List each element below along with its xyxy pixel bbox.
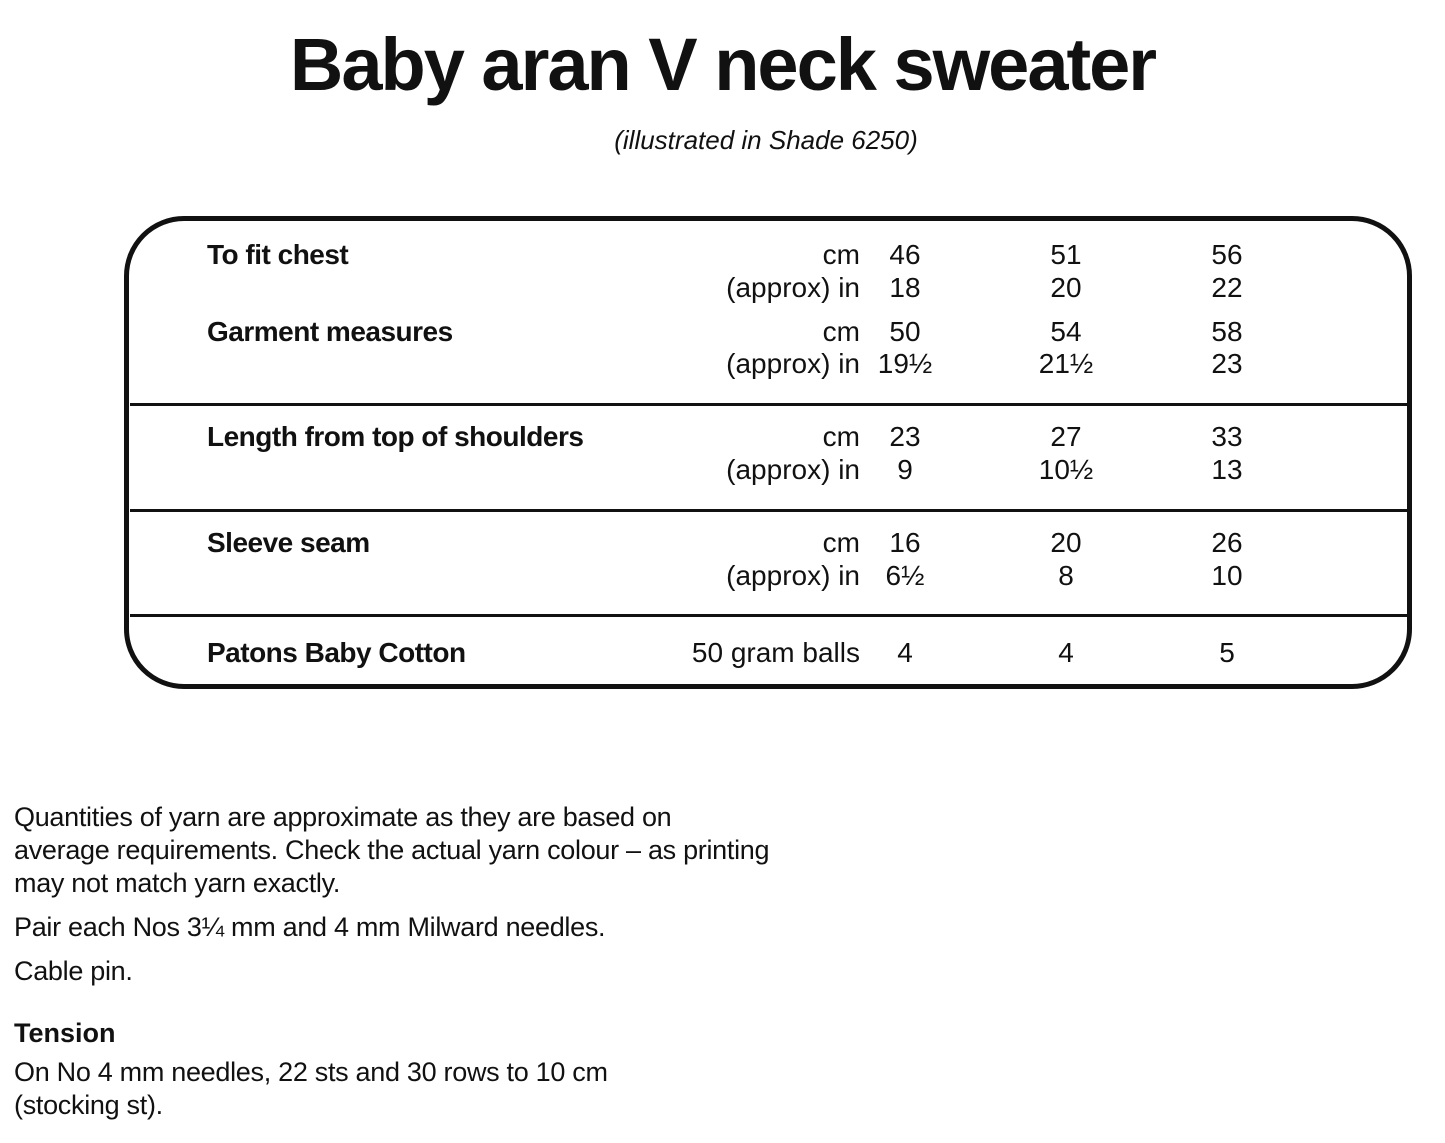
- table-divider: [130, 614, 1410, 617]
- table-cell: 4: [897, 637, 913, 668]
- table-cell: 18: [889, 272, 921, 303]
- table-cell: 26: [1211, 527, 1243, 558]
- table-cell: 8: [1058, 560, 1074, 591]
- table-cell: 6½: [885, 560, 925, 591]
- unit-label: (approx) in: [726, 454, 860, 485]
- unit-label: cm: [822, 421, 860, 452]
- unit-label: cm: [822, 316, 860, 347]
- unit-label: 50 gram balls: [691, 637, 860, 668]
- table-cell: 23: [1211, 348, 1243, 379]
- table-cell: 56: [1211, 239, 1243, 270]
- page-title: Baby aran V neck sweater: [289, 23, 1156, 106]
- table-cell: 5: [1219, 637, 1235, 668]
- table-divider: [130, 509, 1410, 512]
- needles-note: Pair each Nos 3¼ mm and 4 mm Milward needles.: [14, 912, 606, 942]
- quantities-note: Quantities of yarn are approximate as they are based on average requirements. Check the actual yarn colour – as printing may not match yarn exactly.: [14, 802, 770, 898]
- unit-label: (approx) in: [726, 348, 860, 379]
- table-cell: 51: [1050, 239, 1082, 270]
- table-cell: 27: [1050, 421, 1082, 452]
- table-cell: 22: [1211, 272, 1243, 303]
- row-label-sleeve-seam: Sleeve seam: [207, 527, 370, 558]
- table-cell: 50: [889, 316, 921, 347]
- table-cell: 16: [889, 527, 921, 558]
- table-cell: 13: [1211, 454, 1243, 485]
- row-label-garment-measures: Garment measures: [207, 316, 453, 347]
- row-label-yarn: Patons Baby Cotton: [207, 637, 466, 668]
- table-cell: 10: [1211, 560, 1243, 591]
- table-cell: 20: [1050, 527, 1082, 558]
- table-cell: 33: [1211, 421, 1243, 452]
- table-cell: 46: [889, 239, 921, 270]
- table-cell: 19½: [877, 348, 933, 379]
- table-cell: 54: [1050, 316, 1082, 347]
- table-cell: 23: [889, 421, 921, 452]
- table-divider: [130, 403, 1410, 406]
- cable-pin-note: Cable pin.: [14, 956, 133, 986]
- unit-label: (approx) in: [726, 272, 860, 303]
- unit-label: cm: [822, 527, 860, 558]
- table-cell: 9: [897, 454, 913, 485]
- table-cell: 4: [1058, 637, 1074, 668]
- table-cell: 21½: [1038, 348, 1094, 379]
- tension-text: On No 4 mm needles, 22 sts and 30 rows to 10 cm (stocking st).: [14, 1057, 608, 1120]
- table-cell: 20: [1050, 272, 1082, 303]
- unit-label: (approx) in: [726, 560, 860, 591]
- unit-label: cm: [822, 239, 860, 270]
- tension-heading: Tension: [14, 1018, 116, 1048]
- table-cell: 58: [1211, 316, 1243, 347]
- table-cell: 10½: [1038, 454, 1094, 485]
- subtitle: (illustrated in Shade 6250): [614, 125, 918, 155]
- row-label-length: Length from top of shoulders: [207, 421, 584, 452]
- row-label-to-fit-chest: To fit chest: [207, 239, 349, 270]
